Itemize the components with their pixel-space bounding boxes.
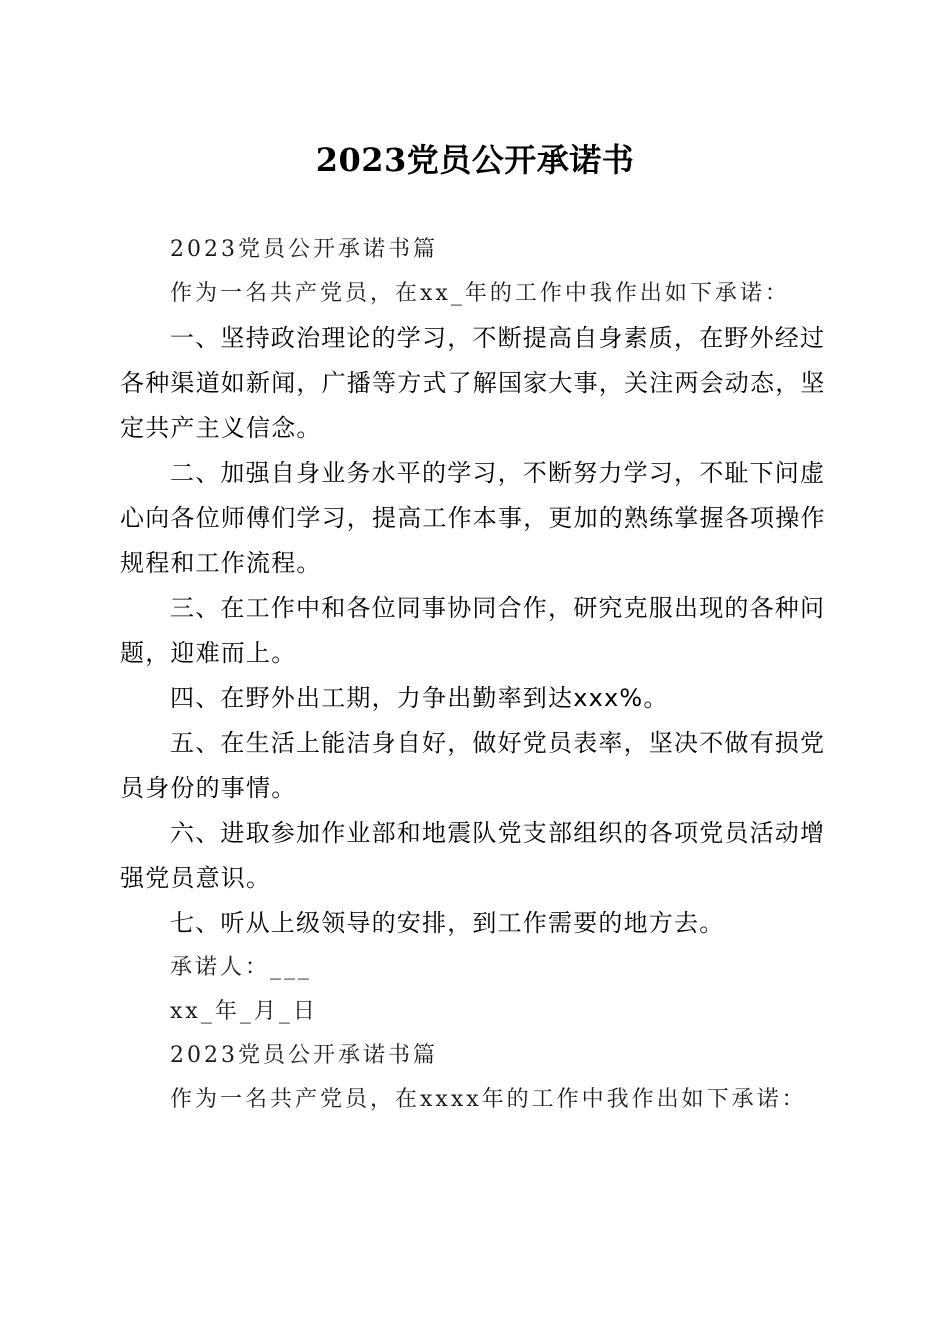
document-body	[120, 228, 832, 1122]
paragraph-item-1: 一、坚持政治理论的学习，不断提高自身素质，在野外经过各种渠道如新闻，广播等方式了解国家大事，关注两会动态，坚定共产主义信念。	[120, 324, 826, 442]
paragraph-subtitle: 2023党员公开承诺书篇	[170, 237, 438, 262]
paragraph-intro: 作为一名共产党员，在xx_年的工作中我作出如下承诺：	[170, 281, 790, 306]
paragraph-item-2: 二、加强自身业务水平的学习，不断努力学习，不耻下问虚心向各位师傅们学习，提高工作本事，更加的熟练掌握各项操作规程和工作流程。	[120, 459, 826, 577]
paragraph-subtitle-2: 2023党员公开承诺书篇	[170, 1043, 438, 1068]
paragraph-item-4: 四、在野外出工期，力争出勤率到达xxx%。	[170, 684, 669, 712]
document-title: 2023党员公开承诺书	[315, 141, 635, 179]
paragraph-item-5: 五、在生活上能洁身自好，做好党员表率，坚决不做有损党员身份的事情。	[120, 729, 826, 802]
paragraph-item-3: 三、在工作中和各位同事协同合作，研究克服出现的各种问题，迎难而上。	[120, 594, 826, 667]
paragraph-intro-2: 作为一名共产党员，在xxxx年的工作中我作出如下承诺：	[170, 1087, 807, 1112]
paragraph-date: xx_年_月_日	[170, 999, 318, 1024]
paragraph-signatory: 承诺人：___	[170, 955, 313, 980]
paragraph-item-6: 六、进取参加作业部和地震队党支部组织的各项党员活动增强党员意识。	[120, 819, 826, 892]
paragraph-item-7: 七、听从上级领导的安排，到工作需要的地方去。	[170, 909, 725, 937]
